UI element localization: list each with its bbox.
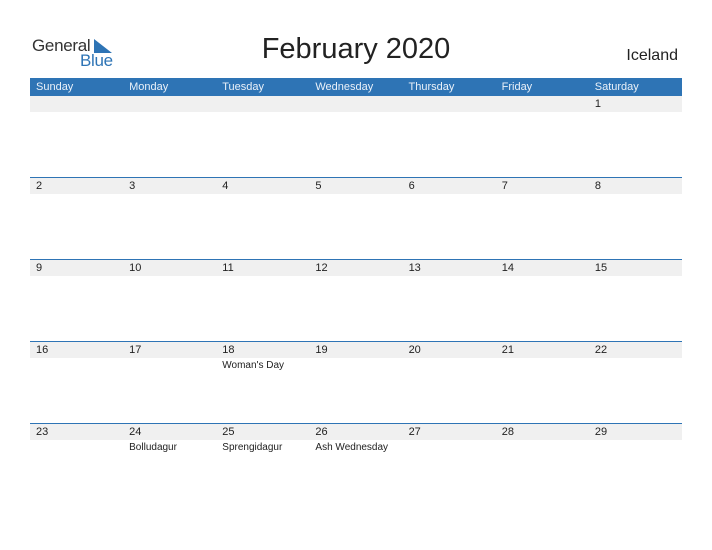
week-row xyxy=(30,96,682,177)
day-number: 4 xyxy=(222,180,229,192)
week-row xyxy=(30,177,682,259)
day-cell xyxy=(496,424,589,505)
day-cell xyxy=(123,178,216,259)
calendar-grid xyxy=(30,78,682,505)
day-number: 25 xyxy=(222,426,235,438)
weekday-sunday: Sunday xyxy=(36,81,74,93)
day-cell xyxy=(216,342,309,423)
weekday-saturday: Saturday xyxy=(594,81,639,93)
day-cell xyxy=(309,424,402,505)
holiday-label: Woman's Day xyxy=(222,360,285,371)
weekday-friday: Friday xyxy=(501,81,533,93)
day-cell xyxy=(403,96,496,177)
day-number: 26 xyxy=(315,426,328,438)
day-cell xyxy=(589,342,682,423)
day-cell xyxy=(30,178,123,259)
day-number: 20 xyxy=(408,344,421,356)
day-number: 1 xyxy=(594,98,601,110)
day-cell xyxy=(309,96,402,177)
day-cell xyxy=(216,96,309,177)
day-number xyxy=(36,96,123,112)
day-number: 27 xyxy=(408,426,421,438)
day-number: 9 xyxy=(36,262,43,274)
day-cell xyxy=(123,96,216,177)
weekday-monday: Monday xyxy=(129,81,169,93)
day-number: 2 xyxy=(36,180,43,192)
day-cell xyxy=(123,342,216,423)
day-cell xyxy=(30,96,123,177)
day-number: 18 xyxy=(222,344,235,356)
day-number: 28 xyxy=(501,426,514,438)
day-number: 15 xyxy=(594,262,608,274)
day-cell xyxy=(123,424,216,505)
day-cell xyxy=(496,342,589,423)
week-row xyxy=(30,423,682,505)
weekday-tuesday: Tuesday xyxy=(222,81,265,93)
day-number: 14 xyxy=(501,262,514,274)
day-number xyxy=(409,96,496,112)
day-cell xyxy=(496,178,589,259)
day-number: 8 xyxy=(594,180,601,192)
day-number: 6 xyxy=(408,180,415,192)
day-cell xyxy=(403,424,496,505)
weeks-container xyxy=(30,96,682,505)
day-cell xyxy=(216,424,309,505)
weekday-header xyxy=(30,78,682,96)
week-row xyxy=(30,259,682,341)
day-cell xyxy=(589,260,682,341)
day-cell xyxy=(30,260,123,341)
holiday-label: Bolludagur xyxy=(129,442,177,453)
day-number: 11 xyxy=(222,262,234,274)
day-cell xyxy=(496,96,589,177)
day-number: 3 xyxy=(129,180,136,192)
day-cell xyxy=(403,342,496,423)
day-number: 10 xyxy=(129,262,142,274)
day-cell xyxy=(309,342,402,423)
day-number xyxy=(315,96,402,112)
day-number: 29 xyxy=(594,426,608,438)
day-cell xyxy=(589,178,682,259)
day-cell xyxy=(496,260,589,341)
day-cell xyxy=(30,342,123,423)
week-row xyxy=(30,341,682,423)
day-number: 22 xyxy=(594,344,608,356)
day-number xyxy=(222,96,309,112)
day-cell xyxy=(309,260,402,341)
holiday-label: Ash Wednesday xyxy=(315,442,389,453)
day-number: 17 xyxy=(129,344,142,356)
day-number xyxy=(502,96,589,112)
day-cell xyxy=(403,178,496,259)
logo-text-blue: Blue xyxy=(80,51,113,70)
day-number: 24 xyxy=(129,426,142,438)
country-label: Iceland xyxy=(626,47,678,64)
day-cell xyxy=(309,178,402,259)
day-number: 16 xyxy=(36,344,49,356)
weekday-wednesday: Wednesday xyxy=(315,81,374,93)
day-number xyxy=(129,96,216,112)
day-cell xyxy=(123,260,216,341)
day-number: 12 xyxy=(315,262,328,274)
day-number: 21 xyxy=(501,344,514,356)
day-cell xyxy=(30,424,123,505)
day-cell xyxy=(589,424,682,505)
day-cell xyxy=(403,260,496,341)
day-number: 23 xyxy=(36,426,49,438)
day-number: 19 xyxy=(315,344,328,356)
logo-text-general: General xyxy=(32,36,91,55)
day-cell xyxy=(589,96,682,177)
day-cell xyxy=(216,178,309,259)
day-cell xyxy=(216,260,309,341)
calendar-title: February 2020 xyxy=(261,33,451,65)
day-number: 13 xyxy=(408,262,421,274)
weekday-thursday: Thursday xyxy=(408,81,455,93)
day-number: 7 xyxy=(501,180,508,192)
holiday-label: Sprengidagur xyxy=(222,442,283,453)
day-number: 5 xyxy=(315,180,322,192)
